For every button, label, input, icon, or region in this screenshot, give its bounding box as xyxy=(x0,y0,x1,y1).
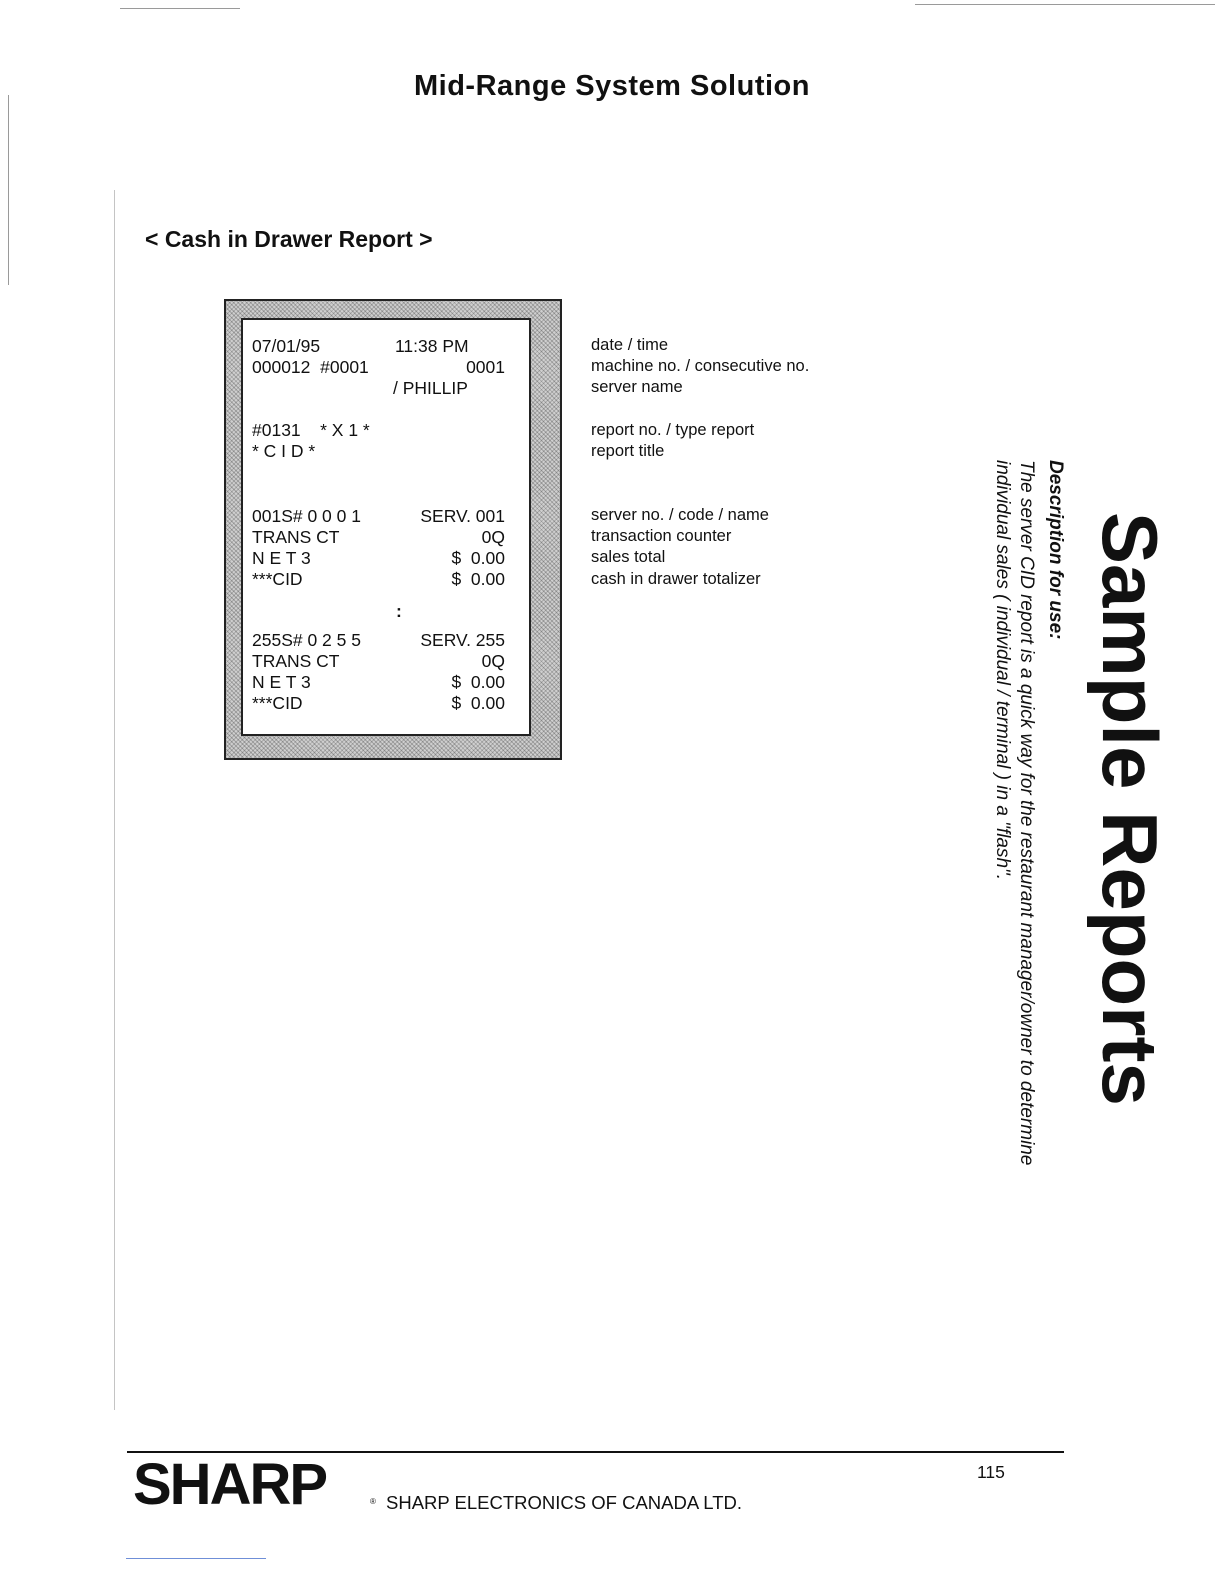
receipt-trans-value: 0Q xyxy=(481,527,505,547)
registered-mark: ® xyxy=(370,1497,376,1506)
description-line: individual sales ( individual / terminal ) in a "flash". xyxy=(992,460,1013,881)
receipt-cid-label: ***CID xyxy=(252,569,303,589)
receipt-paper xyxy=(241,318,531,736)
company-name: SHARP ELECTRONICS OF CANADA LTD. xyxy=(386,1492,743,1513)
description-body xyxy=(990,460,1038,1165)
receipt-continuation-mark: : xyxy=(396,601,402,621)
annotation-report-number: report no. / type report xyxy=(591,421,755,439)
page-title: Mid-Range System Solution xyxy=(414,70,810,102)
receipt-trans-label: TRANS CT xyxy=(252,651,340,671)
description-heading: Description for use: xyxy=(1045,460,1066,640)
receipt-time: 11:38 PM xyxy=(395,336,469,356)
scan-artifact-left-margin xyxy=(114,190,115,1410)
receipt-trans-label: TRANS CT xyxy=(252,527,340,547)
receipt-report-number: #0131 * X 1 * xyxy=(252,420,370,440)
scan-artifact-top-right xyxy=(915,4,1215,5)
receipt-server-code: 255S# 0 2 5 5 xyxy=(252,630,361,650)
page-number: 115 xyxy=(977,1462,1005,1482)
receipt-date: 07/01/95 xyxy=(252,336,321,356)
receipt-net-value: $ 0.00 xyxy=(451,672,505,692)
receipt-server-name: / PHILLIP xyxy=(393,378,468,398)
annotation-report-title: report title xyxy=(591,442,665,460)
sharp-logo: SHARP xyxy=(133,1452,327,1517)
receipt-server-label: SERV. 001 xyxy=(420,506,505,526)
annotation-cid-totalizer: cash in drawer totalizer xyxy=(591,570,761,588)
scan-artifact-bottom xyxy=(126,1558,266,1559)
receipt-net-value: $ 0.00 xyxy=(451,548,505,568)
annotation-transaction-counter: transaction counter xyxy=(591,527,732,545)
receipt-net-label: N E T 3 xyxy=(252,672,311,692)
side-panel xyxy=(970,460,1174,1210)
annotation-machine-number: machine no. / consecutive no. xyxy=(591,357,810,375)
scan-artifact-left-edge xyxy=(8,95,9,285)
receipt-server-code: 001S# 0 0 0 1 xyxy=(252,506,361,526)
description-line: The server CID report is a quick way for the restaurant manager/owner to determine xyxy=(1016,460,1037,1166)
annotation-server-code: server no. / code / name xyxy=(591,506,769,524)
side-title: Sample Reports xyxy=(1086,512,1174,1106)
annotation-sales-total: sales total xyxy=(591,548,666,566)
receipt-cid-value: $ 0.00 xyxy=(451,569,505,589)
receipt-cid-value: $ 0.00 xyxy=(451,693,505,713)
scan-artifact-top-left xyxy=(120,8,240,9)
annotation-server-name: server name xyxy=(591,378,683,396)
receipt-server-label: SERV. 255 xyxy=(420,630,505,650)
receipt-frame xyxy=(224,299,562,760)
receipt-report-title: * C I D * xyxy=(252,441,316,461)
receipt-net-label: N E T 3 xyxy=(252,548,311,568)
receipt-trans-value: 0Q xyxy=(481,651,505,671)
annotation-date-time: date / time xyxy=(591,336,669,354)
receipt-cid-label: ***CID xyxy=(252,693,303,713)
report-section-title: < Cash in Drawer Report > xyxy=(145,226,433,252)
receipt-consecutive-number: 0001 xyxy=(466,357,505,377)
receipt-machine-number: 000012 #0001 xyxy=(252,357,369,377)
